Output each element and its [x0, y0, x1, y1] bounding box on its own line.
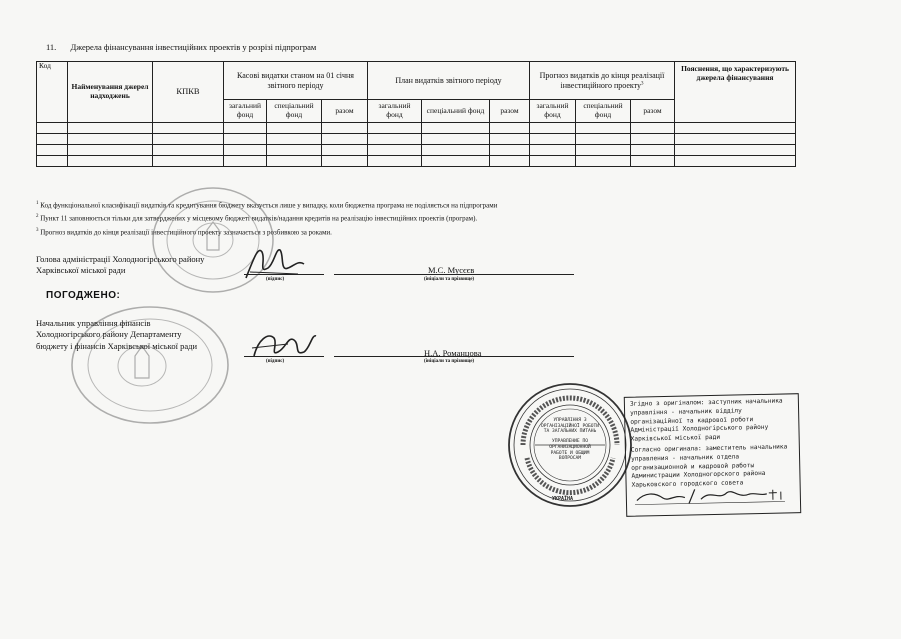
plan-general-header: загальний фонд: [368, 100, 422, 123]
financing-sources-table: [36, 61, 796, 167]
col-kpkv-header: КПКВ: [153, 62, 224, 123]
section-title: [46, 42, 316, 52]
forecast-footnote-ref: 3: [641, 80, 644, 86]
col-plan-header: План видатків звітного періоду: [368, 62, 530, 100]
section-number: 11.: [46, 42, 57, 52]
stamp-bottom-text: УКРАЇНА: [552, 496, 574, 502]
footnote-1: $^1$ Код функціональної класифікації видатків та кредитування бюджету вказується лише у випадку, коли бюджетна програма не поділяється на підпрограми: [36, 201, 498, 210]
signer2-position: Начальник управління фінансів Холодногірського району Департаменту бюджету і фінансів Харківської міської ради: [36, 318, 197, 351]
signer2-name: Н.А. Романцова: [424, 348, 482, 358]
signer2-name-caption: (ініціали та прізвище): [424, 359, 475, 364]
table-row: [37, 134, 796, 145]
col-code-header: Код: [37, 62, 68, 123]
certification-box: [624, 393, 801, 517]
signer2-sig-line: [244, 356, 324, 357]
stamp-center-text: УПРАВЛІННЯ З ОРГАНІЗАЦІЙНОЇ РОБОТИ ТА ЗАГАЛЬНИХ ПИТАНЬ УПРАВЛЕНИЕ ПО ОРГАНИЗАЦИОННОЙ РАБОТЕ И ОБЩИМ ВОПРОСАМ: [540, 418, 600, 462]
footnote-2: $^2$ Пункт 11 заповнюється тільки для затверджених у місцевому бюджеті видатків/надання кредитів на реалізацію інвестиційних проектів (програм).: [36, 214, 478, 223]
signer2-sig-caption: (підпис): [266, 359, 285, 364]
plan-total-header: разом: [490, 100, 530, 123]
certification-signature: [635, 483, 790, 506]
signer2-name-line: [334, 356, 574, 357]
certification-ru: Согласно оригинала: заместитель начальника управления - начальник отдела организационной и кадровой работы Администрации Холодногорского района Харьковского городского совета: [630, 443, 788, 489]
cash-special-header: спеціальний фонд: [267, 100, 322, 123]
forecast-special-header: спеціальний фонд: [576, 100, 631, 123]
forecast-total-header: разом: [631, 100, 675, 123]
section-heading: Джерела фінансування інвестиційних проектів у розрізі підпрограм: [70, 42, 317, 52]
forecast-general-header: загальний фонд: [530, 100, 576, 123]
signer1-name-line: [334, 274, 574, 275]
signer1-name-caption: (ініціали та прізвище): [424, 277, 475, 282]
col-forecast-header: [530, 62, 675, 100]
cash-total-header: разом: [322, 100, 368, 123]
cash-general-header: загальний фонд: [224, 100, 267, 123]
certification-ua: Згідно з оригіналом: заступник начальника управління - начальник відділу організаційної та кадрової роботи Адміністрації Холодногірського району Харківської міської ради: [629, 397, 783, 443]
plan-special-header: спеціальний фонд: [422, 100, 490, 123]
signer1-sig-caption: (підпис): [266, 277, 285, 282]
signer1-sig-line: [244, 274, 324, 275]
col-cash-header: Касові видатки станом на 01 січня звітного періоду: [224, 62, 368, 100]
col-notes-header: Пояснення, що характеризують джерела фінансування: [675, 62, 796, 123]
table-row: [37, 123, 796, 134]
signer1-position: Голова адміністрації Холодногірського району Харківської міської ради: [36, 254, 205, 276]
col-forecast-label: Прогноз видатків до кінця реалізації інвестиційного проекту: [539, 71, 665, 90]
col-name-header: Найменування джерел надходжень: [68, 62, 153, 123]
table-row: [37, 145, 796, 156]
signer1-name: М.С. Мусєєв: [428, 265, 475, 275]
agreed-heading: ПОГОДЖЕНО:: [46, 290, 121, 301]
footnote-3: $^3$ Прогноз видатків до кінця реалізації інвестиційного проекту зазначається з розбивкою за роками.: [36, 228, 332, 237]
table-row: [37, 156, 796, 167]
